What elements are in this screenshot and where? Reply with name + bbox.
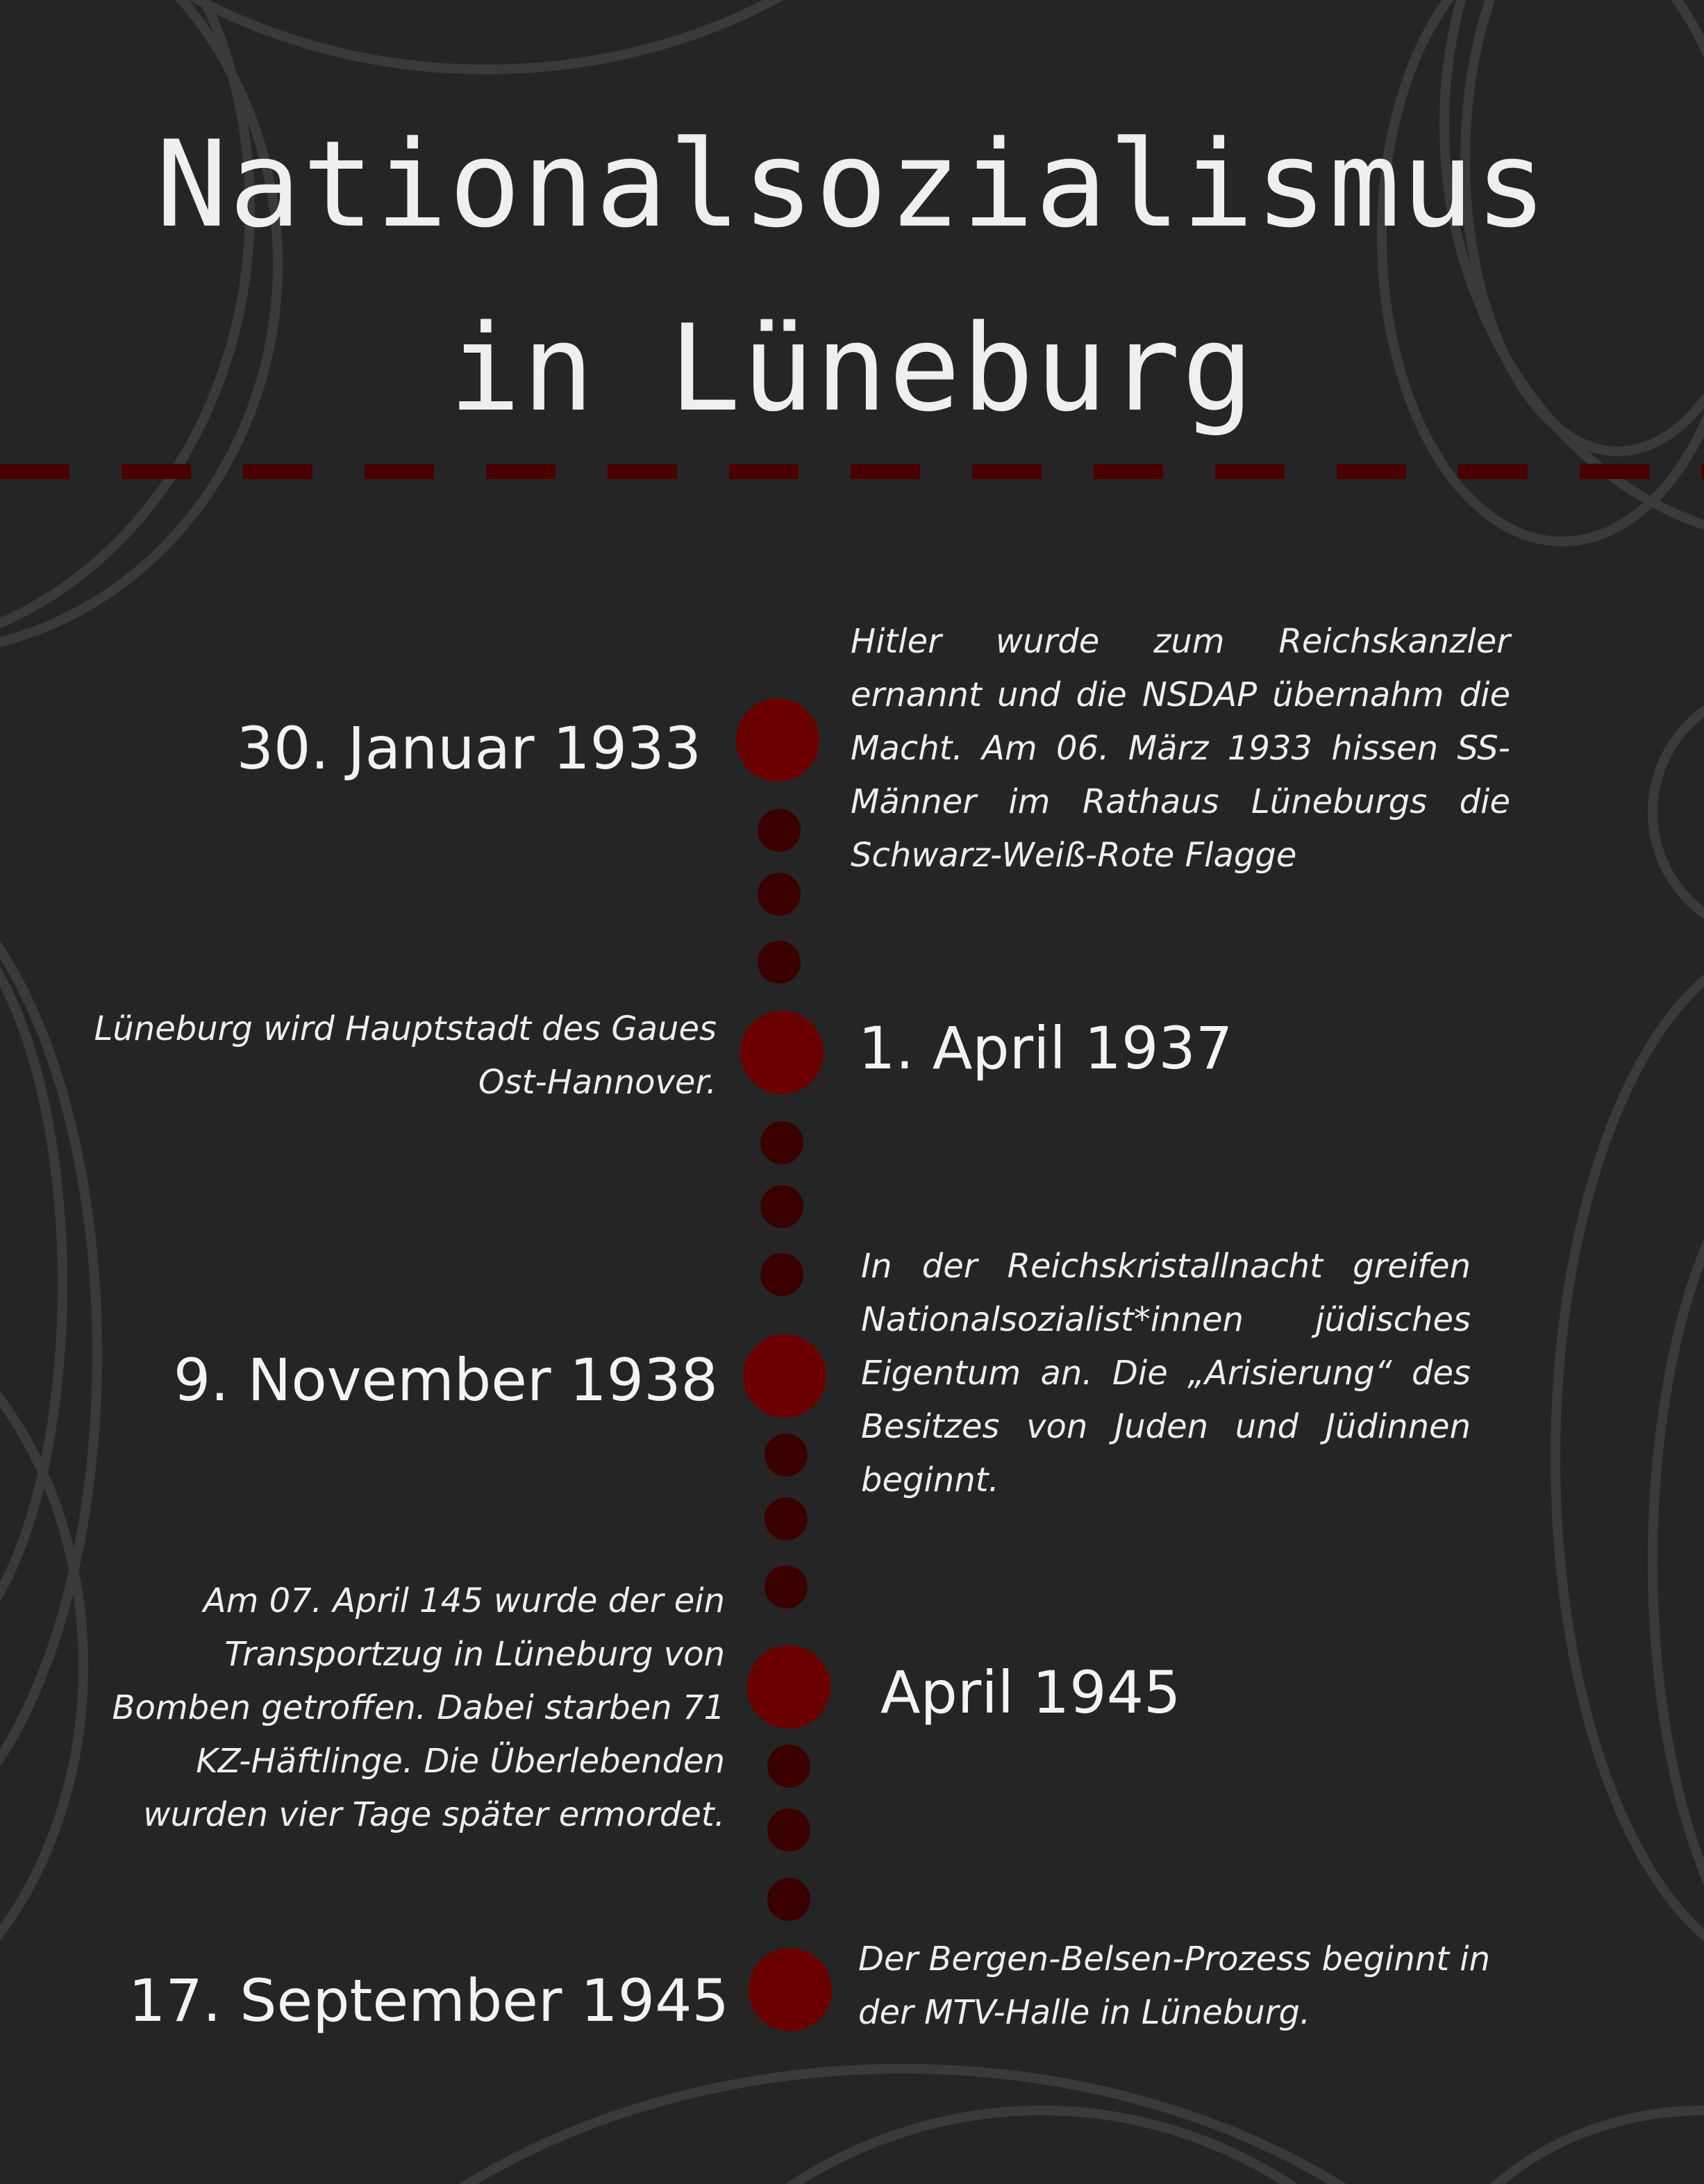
timeline-marker-3: [743, 1334, 826, 1418]
timeline-connector-dot: [758, 809, 801, 852]
timeline-marker-2: [740, 1011, 824, 1094]
timeline-connector-dot: [767, 1808, 810, 1851]
timeline-connector-dot: [758, 941, 801, 984]
timeline-connector-dot: [758, 873, 801, 916]
timeline-date-3: 9. November 1938: [173, 1346, 718, 1414]
timeline-text-5: Der Bergen-Belsen-Prozess beginnt in der MTV-Halle in Lüneburg.: [858, 1940, 1491, 2032]
page-title-line-2: in Lüneburg: [449, 299, 1255, 438]
timeline-date-2: 1. April 1937: [858, 1014, 1233, 1082]
timeline-connector-dot: [767, 1745, 810, 1788]
timeline-marker-5: [749, 1948, 832, 2031]
timeline-connector-dot: [765, 1434, 808, 1477]
timeline-connector-dot: [760, 1185, 803, 1228]
timeline-connector-dot: [765, 1497, 808, 1540]
timeline-connector-dot: [767, 1878, 810, 1921]
timeline-date-4: April 1945: [880, 1658, 1181, 1727]
page-title-line-1: Nationalsozialismus: [156, 115, 1548, 254]
timeline-date-1: 30. Januar 1933: [236, 714, 701, 782]
timeline-marker-4: [747, 1645, 830, 1729]
timeline-text-2: Lüneburg wird Hauptstadt des Gaues Ost-Hannover.: [94, 1009, 717, 1102]
timeline-connector-dot: [765, 1565, 808, 1608]
timeline-connector-dot: [760, 1121, 803, 1164]
timeline-marker-1: [736, 698, 819, 782]
timeline-date-5: 17. September 1945: [128, 1967, 729, 2035]
timeline-text-1: Hitler wurde zum Reichskanzler ernannt und die NSDAP übernahm die Macht. Am 06. März 1933 hissen SS-Männer im Rathaus Lüneburgs die Schwarz-Weiß-Rote Flagge: [851, 622, 1510, 875]
timeline-text-3: In der Reichskristallnacht greifen Nationalsozialist*innen jüdisches Eigentum an. Die „Arisierung“ des Besitzes von Juden und Jüdinnen beginnt.: [861, 1247, 1471, 1500]
timeline-text-4: Am 07. April 145 wurde der ein Transportzug in Lüneburg von Bomben getroffen. Dabei starben 71 KZ-Häftlinge. Die Überlebenden wurden vier Tage später ermordet.: [112, 1581, 725, 1834]
timeline-connector-dot: [760, 1253, 803, 1296]
